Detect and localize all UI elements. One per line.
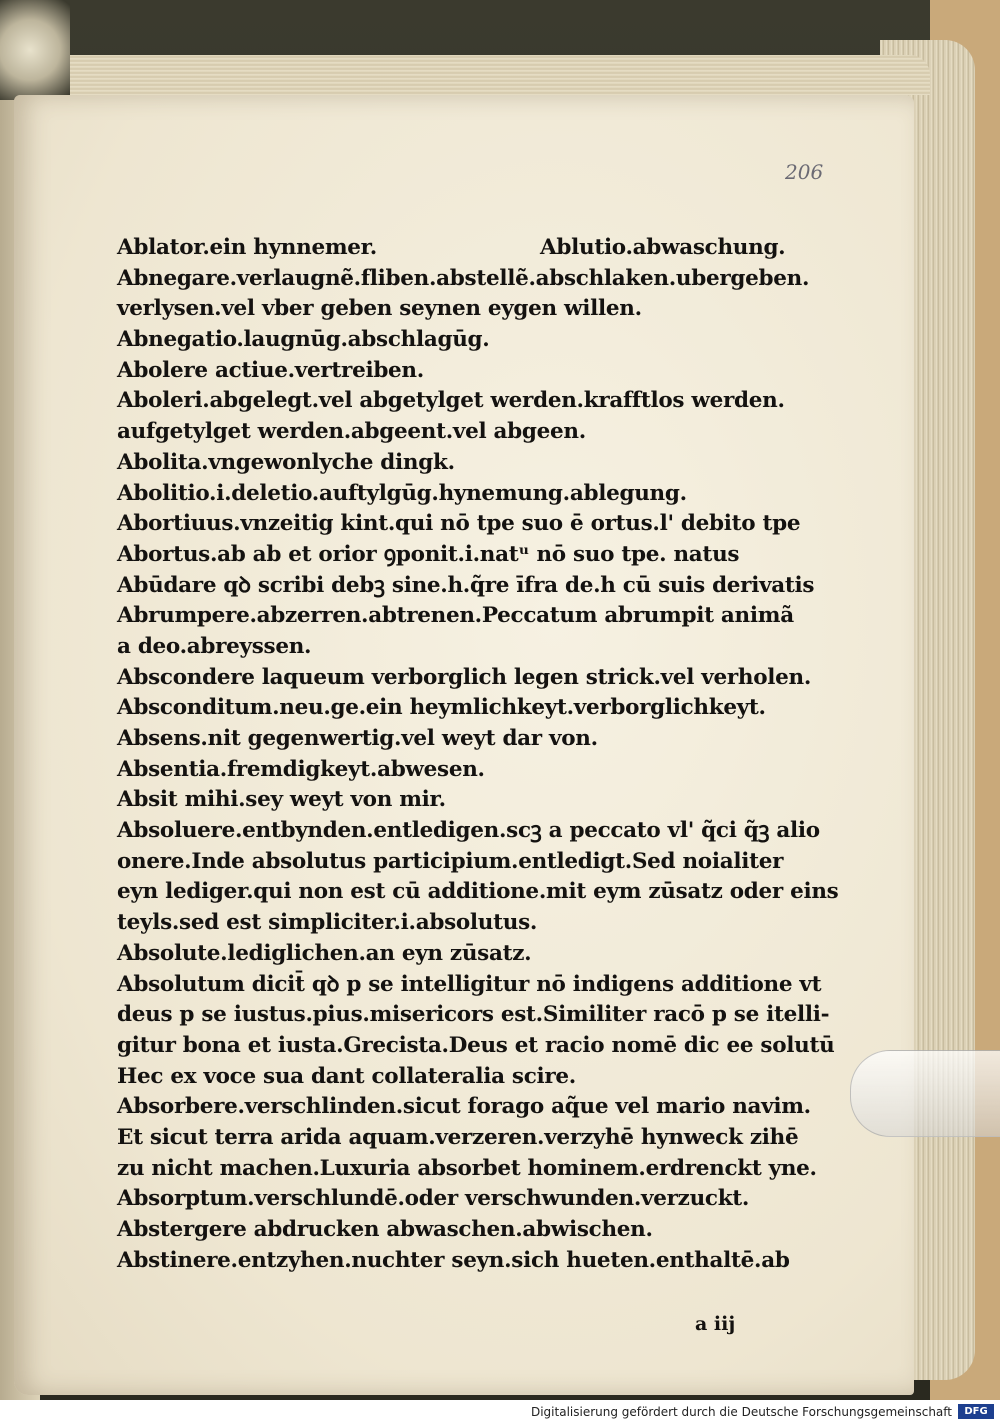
book-binding <box>0 0 70 100</box>
text-line: Absens.nit gegenwertig.vel weyt dar von. <box>117 726 598 751</box>
text-line: zu nicht machen.Luxuria absorbet hominem.erdrenckt yne. <box>117 1155 817 1181</box>
folio-number: 206 <box>785 160 824 184</box>
dfg-logo: DFG <box>958 1404 994 1419</box>
text-line: Absentia.fremdigkeyt.abwesen. <box>117 756 485 782</box>
text-line: Abstergere abdrucken abwaschen.abwischen. <box>117 1217 653 1242</box>
text-line: Absorptum.verschlundē.oder verschwunden.verzuckt. <box>117 1186 750 1212</box>
text-line: verlysen.vel vber geben seynen eygen willen. <box>117 296 642 322</box>
text-line: eyn lediger.qui non est cū additione.mit eym zūsatz oder eins <box>117 879 839 905</box>
text-line: Aboleri.abgelegt.vel abgetylget werden.krafftlos werden. <box>117 388 785 414</box>
signature-mark: a iij <box>695 1313 736 1335</box>
text-line: Absoluere.entbynden.entledigen.scꝫ a peccato vl' q̃ci q̃ꝫ alio <box>117 818 820 844</box>
page-top-edges <box>40 55 930 95</box>
text-line: a deo.abreyssen. <box>117 633 312 659</box>
text-line: Abūdare qꝺ scribi debꝫ sine.h.q̃re īfra de.h cū suis derivatis <box>117 572 815 598</box>
dictionary-text-block <box>117 233 839 1276</box>
text-line: gitur bona et iusta.Grecista.Deus et racio nomē dic ee solutū <box>117 1032 835 1058</box>
text-line: Absolute.lediglichen.an eyn zūsatz. <box>117 940 532 966</box>
text-line: Abortiuus.vnzeitig kint.qui nō tpe suo ē ortus.l' debito tpe <box>117 511 801 537</box>
text-line: Absolutum dicit̄ qꝺ p se intelligitur nō indigens additione vt <box>117 971 822 997</box>
text-line: Abnegatio.laugnūg.abschlagūg. <box>117 327 490 353</box>
footer-bar <box>0 1400 1000 1425</box>
text-line: Abolitio.i.deletio.auftylgūg.hynemung.ablegung. <box>117 480 687 506</box>
funding-credit: Digitalisierung gefördert durch die Deutsche Forschungsgemeinschaft <box>530 1405 952 1419</box>
text-line: deus p se iustus.pius.misericors est.Similiter racō p se itelli- <box>117 1002 830 1028</box>
text-line: teyls.sed est simpliciter.i.absolutus. <box>117 910 538 936</box>
text-line: Absorbere.verschlinden.sicut forago aq̃ue vel mario navim. <box>117 1094 811 1120</box>
text-line: Absconditum.neu.ge.ein heymlichkeyt.verborglichkeyt. <box>117 695 766 721</box>
text-line: Abnegare.verlaugnẽ.fliben.abstellẽ.abschlaken.ubergeben. <box>117 265 810 291</box>
text-line: aufgetylget werden.abgeent.vel abgeen. <box>117 419 586 445</box>
text-line: Abrumpere.abzerren.abtrenen.Peccatum abrumpit animã <box>117 603 794 629</box>
text-line: onere.Inde absolutus participium.entledigt.Sed noialiter <box>117 848 784 874</box>
text-line: Hec ex voce sua dant collateralia scire. <box>117 1063 576 1089</box>
text-line: Abolere actiue.vertreiben. <box>117 357 424 383</box>
text-line: Abscondere laqueum verborglich legen strick.vel verholen. <box>117 664 812 690</box>
text-line: Abolita.vngewonlyche dingk. <box>117 449 455 475</box>
text-line: Ablator.ein hynnemer. <box>117 235 377 260</box>
text-line: Abortus.ab ab et orior ꝯponit.i.natᵘ nō suo tpe. natus <box>117 541 740 567</box>
header-right-entry: Ablutio.abwaschung. <box>540 235 786 260</box>
text-line: Et sicut terra arida aquam.verzeren.verzyhē hynweck zihē <box>117 1124 799 1150</box>
text-line: Abstinere.entzyhen.nuchter seyn.sich hueten.enthaltē.ab <box>117 1247 790 1273</box>
text-line: Absit mihi.sey weyt von mir. <box>117 787 446 813</box>
page-holder-clip <box>850 1050 1000 1137</box>
